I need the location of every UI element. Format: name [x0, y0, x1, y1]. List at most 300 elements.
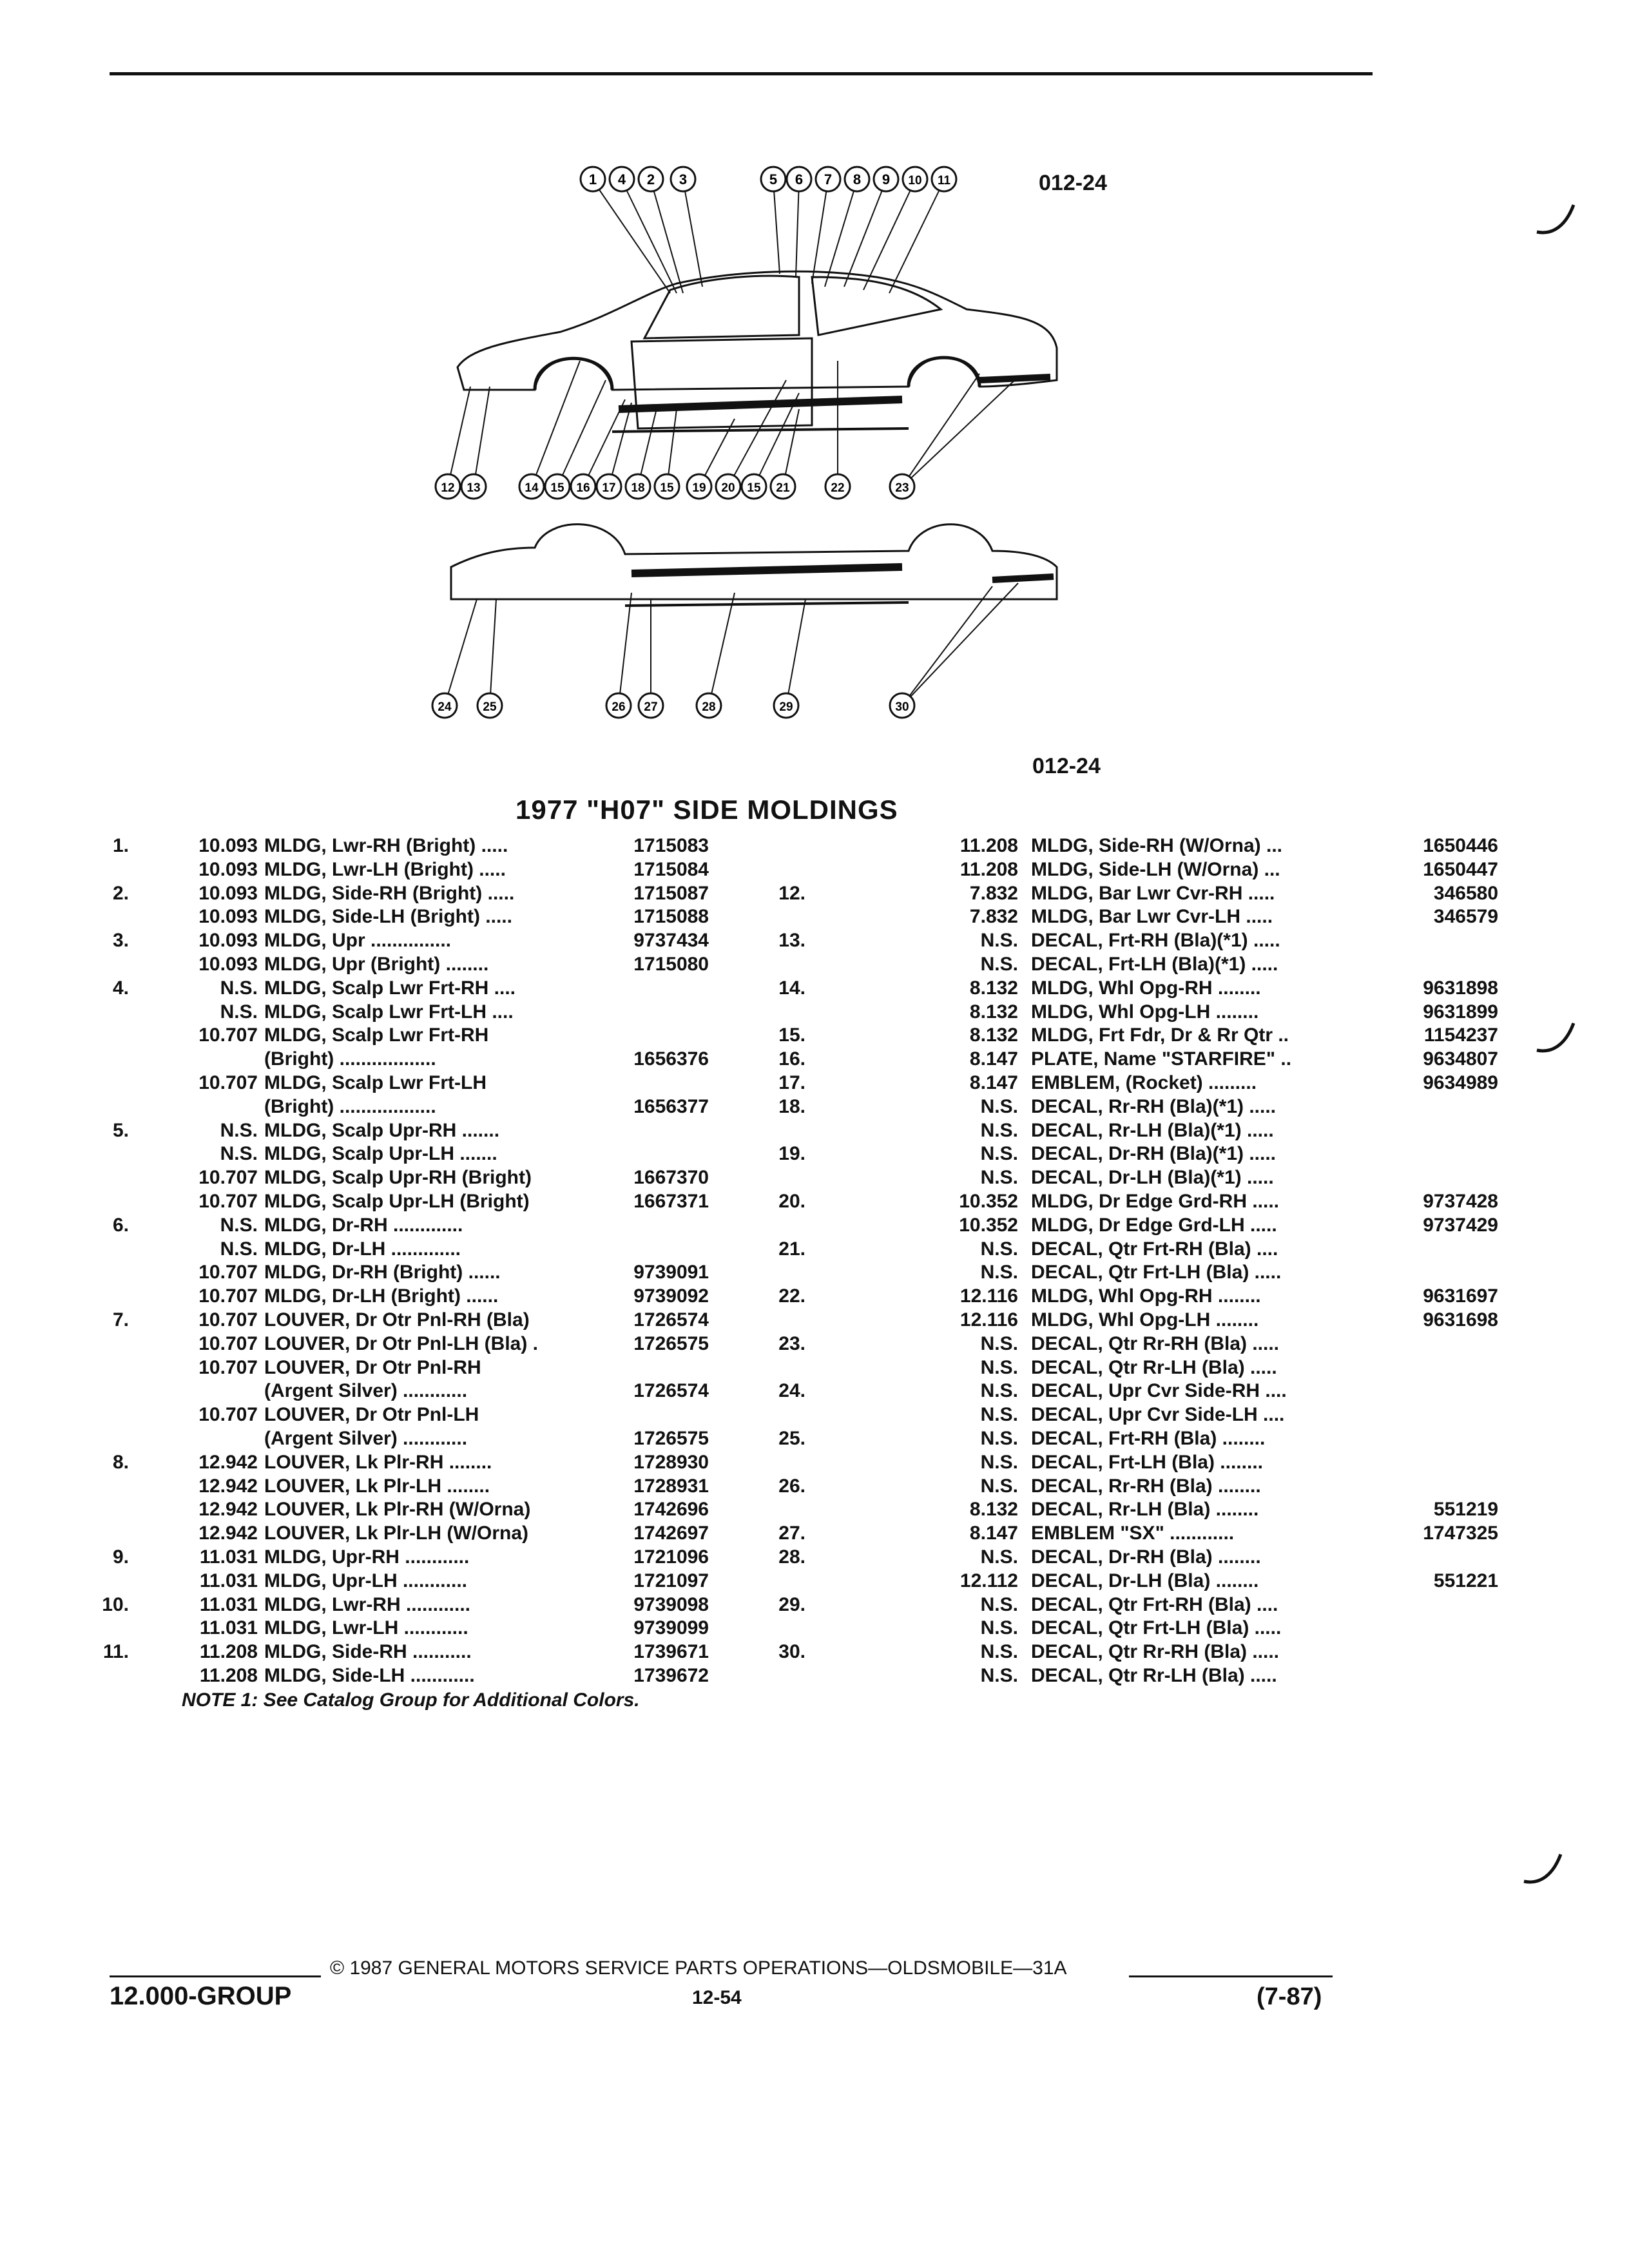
parts-row [97, 1214, 709, 1238]
parts-row [97, 1142, 709, 1166]
parts-row [760, 1498, 1498, 1522]
parts-row [97, 905, 709, 929]
figure-code-top: 012-24 [1039, 171, 1107, 195]
part-description: (Bright) .................. [264, 1095, 436, 1117]
item-number: 17. [778, 1072, 805, 1093]
parts-row [97, 1522, 709, 1546]
part-description: MLDG, Scalp Upr-RH (Bright) [264, 1167, 532, 1189]
callout-4 [610, 167, 634, 191]
parts-row [97, 1475, 709, 1499]
part-description: MLDG, Lwr-LH ............ [264, 1617, 468, 1639]
part-description: DECAL, Frt-LH (Bla)(*1) ..... [1031, 953, 1278, 975]
parts-row [760, 1142, 1379, 1166]
catalog-code: 12.942 [198, 1451, 258, 1473]
part-description: DECAL, Upr Cvr Side-RH .... [1031, 1380, 1287, 1402]
callout-20 [716, 474, 740, 499]
item-number: 2. [112, 882, 129, 904]
item-number: 16. [778, 1048, 805, 1070]
item-number: 21. [778, 1238, 805, 1260]
svg-text:5: 5 [769, 171, 778, 187]
catalog-code: 10.093 [198, 953, 258, 975]
svg-text:23: 23 [895, 481, 909, 495]
part-number: 9739098 [633, 1593, 709, 1615]
part-description: MLDG, Lwr-RH (Bright) ..... [264, 835, 508, 856]
part-description: MLDG, Scalp Lwr Frt-RH [264, 1024, 489, 1046]
part-description: MLDG, Side-LH ............ [264, 1664, 475, 1686]
parts-row [97, 1332, 709, 1356]
callouts-bottom [432, 693, 914, 718]
item-number: 7. [112, 1309, 129, 1331]
parts-row [760, 905, 1498, 929]
parts-row [760, 1640, 1379, 1664]
part-number: 1728930 [633, 1451, 709, 1473]
part-number: 1715080 [633, 953, 709, 975]
callout-15 [545, 474, 570, 499]
catalog-code: 11.031 [199, 1570, 258, 1591]
part-description: DECAL, Qtr Frt-RH (Bla) .... [1031, 1238, 1278, 1260]
svg-text:18: 18 [631, 481, 645, 495]
part-number: 1715083 [633, 835, 709, 856]
part-number: 551219 [1433, 1499, 1498, 1521]
catalog-code: 11.208 [199, 1641, 258, 1663]
item-number: 14. [778, 977, 805, 999]
parts-row [760, 953, 1379, 977]
parts-row [760, 1214, 1498, 1238]
footer-rule-right [1129, 1975, 1333, 1977]
catalog-code: N.S. [980, 1451, 1018, 1473]
catalog-code: 12.942 [198, 1499, 258, 1521]
part-description: MLDG, Bar Lwr Cvr-LH ..... [1031, 906, 1273, 928]
callout-18 [626, 474, 650, 499]
item-number: 4. [112, 977, 129, 999]
part-description: MLDG, Scalp Upr-LH ....... [264, 1143, 497, 1165]
revision-date: (7-87) [1257, 1983, 1322, 2010]
catalog-code: 10.707 [198, 1285, 258, 1307]
part-number: 9631697 [1423, 1285, 1498, 1307]
svg-text:22: 22 [831, 481, 845, 495]
catalog-code: 10.707 [198, 1404, 258, 1426]
callout-6 [787, 167, 811, 191]
part-number: 1726575 [633, 1332, 709, 1354]
callout-25 [477, 693, 502, 718]
part-number: 1739672 [633, 1664, 709, 1686]
svg-text:24: 24 [438, 700, 452, 714]
parts-list-right [760, 834, 1498, 1688]
footnote: NOTE 1: See Catalog Group for Additional Colors. [182, 1689, 640, 1711]
svg-text:1: 1 [588, 171, 597, 187]
car-lower-view [451, 524, 1057, 606]
part-description: LOUVER, Dr Otr Pnl-RH (Bla) [264, 1309, 530, 1331]
parts-row [97, 1498, 709, 1522]
parts-row [760, 1546, 1379, 1570]
item-number: 26. [778, 1475, 805, 1497]
part-description: MLDG, Dr-RH (Bright) ...... [264, 1262, 501, 1283]
parts-row [97, 1309, 709, 1332]
item-number: 20. [778, 1190, 805, 1212]
parts-row [97, 929, 709, 953]
part-description: MLDG, Bar Lwr Cvr-RH ..... [1031, 882, 1275, 904]
catalog-code: N.S. [980, 1167, 1018, 1189]
catalog-code: 11.031 [199, 1546, 258, 1568]
callout-11 [932, 167, 956, 191]
top-rule [110, 72, 1373, 75]
catalog-code: N.S. [220, 1143, 258, 1165]
callout-1 [581, 167, 605, 191]
callout-9 [874, 167, 898, 191]
svg-text:28: 28 [702, 700, 716, 714]
parts-row [97, 1379, 709, 1403]
callout-24 [432, 693, 457, 718]
parts-row [760, 929, 1379, 953]
item-number: 10. [102, 1593, 129, 1615]
parts-row [97, 1427, 709, 1451]
item-number: 24. [778, 1380, 805, 1402]
parts-row [760, 1617, 1379, 1640]
callout-3 [671, 167, 695, 191]
parts-row [97, 1356, 709, 1380]
parts-row [760, 834, 1498, 858]
part-description: LOUVER, Dr Otr Pnl-RH [264, 1356, 481, 1378]
catalog-code: 10.707 [198, 1262, 258, 1283]
part-number: 1667370 [633, 1167, 709, 1189]
part-description: (Argent Silver) ............ [264, 1427, 468, 1449]
part-description: MLDG, Upr (Bright) ........ [264, 953, 489, 975]
catalog-code: 10.352 [959, 1190, 1018, 1212]
part-description: DECAL, Frt-RH (Bla) ........ [1031, 1427, 1266, 1449]
parts-row [760, 1238, 1379, 1262]
parts-row [97, 1451, 709, 1475]
part-description: MLDG, Upr-RH ............ [264, 1546, 470, 1568]
catalog-code: N.S. [980, 1262, 1018, 1283]
svg-text:29: 29 [779, 700, 793, 714]
part-description: DECAL, Qtr Frt-RH (Bla) .... [1031, 1593, 1278, 1615]
binder-mark [1534, 200, 1579, 238]
catalog-code: N.S. [220, 977, 258, 999]
svg-text:8: 8 [853, 171, 862, 187]
part-number: 9631698 [1423, 1309, 1498, 1331]
part-number: 1154237 [1423, 1024, 1498, 1046]
group-label: 12.000-GROUP [110, 1982, 292, 2010]
part-number: 1726574 [633, 1380, 709, 1402]
part-description: MLDG, Upr ............... [264, 930, 452, 952]
parts-row [760, 1048, 1498, 1072]
catalog-code: 10.093 [198, 906, 258, 928]
catalog-code: 10.707 [198, 1356, 258, 1378]
parts-row [97, 1570, 709, 1593]
item-number: 23. [778, 1332, 805, 1354]
part-description: LOUVER, Dr Otr Pnl-LH [264, 1404, 479, 1426]
parts-row [97, 858, 709, 882]
svg-text:9: 9 [882, 171, 891, 187]
parts-row [97, 1072, 709, 1095]
part-description: LOUVER, Lk Plr-RH ........ [264, 1451, 492, 1473]
part-description: MLDG, Whl Opg-RH ........ [1031, 977, 1261, 999]
item-number: 8. [112, 1451, 129, 1473]
part-number: 9739092 [633, 1285, 709, 1307]
part-description: DECAL, Dr-LH (Bla)(*1) ..... [1031, 1167, 1274, 1189]
part-description: DECAL, Dr-RH (Bla) ........ [1031, 1546, 1261, 1568]
svg-text:15: 15 [747, 481, 761, 495]
catalog-code: 12.942 [198, 1475, 258, 1497]
car-side-view [458, 271, 1057, 432]
part-description: MLDG, Dr Edge Grd-LH ..... [1031, 1214, 1277, 1236]
parts-row [97, 1261, 709, 1285]
parts-row [97, 834, 709, 858]
catalog-code: 12.112 [959, 1570, 1018, 1591]
page-number: 12-54 [692, 1987, 742, 2008]
part-description: MLDG, Dr-LH ............. [264, 1238, 461, 1260]
callout-19 [687, 474, 711, 499]
svg-text:27: 27 [644, 700, 658, 714]
svg-text:14: 14 [525, 481, 539, 495]
part-number: 1715087 [633, 882, 709, 904]
parts-row [760, 1001, 1498, 1024]
item-number: 12. [778, 882, 805, 904]
catalog-code: N.S. [980, 1143, 1018, 1165]
part-description: MLDG, Whl Opg-RH ........ [1031, 1285, 1261, 1307]
svg-text:30: 30 [895, 700, 909, 714]
item-number: 27. [778, 1523, 805, 1544]
part-description: (Bright) .................. [264, 1048, 436, 1070]
part-number: 1650446 [1423, 835, 1498, 856]
catalog-code: N.S. [980, 1664, 1018, 1686]
catalog-code: 8.147 [969, 1072, 1018, 1093]
part-description: LOUVER, Dr Otr Pnl-LH (Bla) . [264, 1332, 539, 1354]
part-description: MLDG, Dr-LH (Bright) ...... [264, 1285, 499, 1307]
svg-text:15: 15 [550, 481, 564, 495]
part-description: DECAL, Qtr Rr-LH (Bla) ..... [1031, 1664, 1277, 1686]
parts-diagram [400, 155, 1160, 735]
part-number: 1728931 [633, 1475, 709, 1497]
parts-row [97, 1119, 709, 1143]
parts-row [97, 1166, 709, 1190]
parts-row [760, 1166, 1379, 1190]
catalog-code: N.S. [220, 1238, 258, 1260]
svg-text:19: 19 [692, 481, 706, 495]
parts-row [97, 953, 709, 977]
catalog-code: 7.832 [969, 882, 1018, 904]
parts-row [760, 1024, 1498, 1048]
parts-row [760, 1403, 1379, 1427]
parts-row [760, 1475, 1379, 1499]
catalog-code: N.S. [980, 1332, 1018, 1354]
part-description: MLDG, Frt Fdr, Dr & Rr Qtr .. [1031, 1024, 1289, 1046]
callout-30 [890, 693, 914, 718]
part-number: 9737434 [633, 930, 709, 952]
copyright: © 1987 GENERAL MOTORS SERVICE PARTS OPERATIONS—OLDSMOBILE—31A [330, 1957, 1067, 1979]
item-number: 22. [778, 1285, 805, 1307]
part-description: DECAL, Qtr Rr-RH (Bla) ..... [1031, 1641, 1280, 1663]
part-description: MLDG, Side-RH (W/Orna) ... [1031, 835, 1282, 856]
catalog-code: 10.093 [198, 835, 258, 856]
catalog-code: N.S. [980, 1095, 1018, 1117]
part-description: EMBLEM "SX" ............ [1031, 1523, 1235, 1544]
part-number: 1650447 [1423, 858, 1498, 880]
catalog-code: 8.147 [969, 1523, 1018, 1544]
catalog-code: 11.208 [959, 835, 1018, 856]
part-description: MLDG, Lwr-LH (Bright) ..... [264, 858, 506, 880]
parts-list-left [97, 834, 709, 1688]
parts-row [760, 1427, 1379, 1451]
parts-row [760, 1285, 1498, 1309]
catalog-code: 10.707 [198, 1072, 258, 1093]
callout-13 [461, 474, 486, 499]
parts-row [760, 1072, 1498, 1095]
part-number: 1715084 [633, 858, 709, 880]
callout-23 [890, 474, 914, 499]
part-description: PLATE, Name "STARFIRE" .. [1031, 1048, 1292, 1070]
part-description: DECAL, Rr-RH (Bla)(*1) ..... [1031, 1095, 1277, 1117]
part-description: DECAL, Qtr Frt-LH (Bla) ..... [1031, 1262, 1282, 1283]
parts-row [97, 1095, 709, 1119]
svg-text:10: 10 [908, 174, 922, 187]
part-description: MLDG, Dr-RH ............. [264, 1214, 463, 1236]
parts-row [760, 977, 1498, 1001]
parts-row [760, 1095, 1379, 1119]
parts-row [97, 1190, 709, 1214]
parts-row [97, 1593, 709, 1617]
catalog-code: N.S. [980, 1546, 1018, 1568]
item-number: 29. [778, 1593, 805, 1615]
parts-row [760, 1190, 1498, 1214]
callout-12 [436, 474, 460, 499]
part-number: 1747325 [1423, 1523, 1498, 1544]
callouts-top [581, 167, 956, 191]
catalog-code: 11.208 [959, 858, 1018, 880]
parts-row [97, 1640, 709, 1664]
catalog-code: 11.031 [199, 1617, 258, 1639]
callout-28 [697, 693, 721, 718]
catalog-code: 10.707 [198, 1167, 258, 1189]
callout-15 [742, 474, 766, 499]
part-description: MLDG, Scalp Upr-RH ....... [264, 1119, 500, 1141]
catalog-code: 10.707 [198, 1190, 258, 1212]
svg-text:17: 17 [602, 481, 616, 495]
catalog-code: 12.116 [959, 1309, 1018, 1331]
binder-mark [1534, 1018, 1579, 1057]
callout-2 [639, 167, 663, 191]
part-number: 346580 [1433, 882, 1498, 904]
part-description: DECAL, Qtr Rr-RH (Bla) ..... [1031, 1332, 1280, 1354]
catalog-code: N.S. [980, 1593, 1018, 1615]
callout-5 [761, 167, 786, 191]
parts-row [97, 1024, 709, 1048]
part-description: DECAL, Frt-RH (Bla)(*1) ..... [1031, 930, 1280, 952]
catalog-code: 10.707 [198, 1332, 258, 1354]
callout-27 [639, 693, 663, 718]
part-description: MLDG, Lwr-RH ............ [264, 1593, 470, 1615]
catalog-code: N.S. [220, 1119, 258, 1141]
part-number: 9631898 [1423, 977, 1498, 999]
catalog-code: 8.132 [969, 1001, 1018, 1023]
catalog-code: N.S. [220, 1001, 258, 1023]
parts-row [97, 882, 709, 906]
binder-mark [1521, 1849, 1566, 1888]
part-description: MLDG, Side-RH ........... [264, 1641, 472, 1663]
parts-row [760, 1309, 1498, 1332]
callout-17 [597, 474, 621, 499]
part-number: 9737429 [1423, 1214, 1498, 1236]
part-description: DECAL, Qtr Rr-LH (Bla) ..... [1031, 1356, 1277, 1378]
callout-15 [655, 474, 679, 499]
part-description: DECAL, Dr-LH (Bla) ........ [1031, 1570, 1259, 1591]
catalog-code: 12.942 [198, 1523, 258, 1544]
parts-row [97, 1403, 709, 1427]
part-number: 1715088 [633, 906, 709, 928]
part-number: 346579 [1433, 906, 1498, 928]
footer-rule-left [110, 1975, 321, 1977]
parts-row [97, 977, 709, 1001]
part-description: LOUVER, Lk Plr-LH ........ [264, 1475, 490, 1497]
svg-text:4: 4 [617, 171, 626, 187]
part-description: DECAL, Upr Cvr Side-LH .... [1031, 1404, 1285, 1426]
item-number: 9. [112, 1546, 129, 1568]
part-number: 1742696 [633, 1499, 709, 1521]
part-description: DECAL, Rr-LH (Bla)(*1) ..... [1031, 1119, 1274, 1141]
part-description: MLDG, Whl Opg-LH ........ [1031, 1309, 1259, 1331]
item-number: 30. [778, 1641, 805, 1663]
item-number: 3. [112, 930, 129, 952]
part-description: DECAL, Dr-RH (Bla)(*1) ..... [1031, 1143, 1277, 1165]
catalog-code: N.S. [980, 930, 1018, 952]
parts-row [760, 1451, 1379, 1475]
item-number: 25. [778, 1427, 805, 1449]
item-number: 15. [778, 1024, 805, 1046]
part-description: (Argent Silver) ............ [264, 1380, 468, 1402]
parts-row [97, 1546, 709, 1570]
part-description: MLDG, Side-LH (Bright) ..... [264, 906, 512, 928]
catalog-code: N.S. [980, 1427, 1018, 1449]
parts-row [760, 1261, 1379, 1285]
part-number: 551221 [1433, 1570, 1498, 1591]
parts-row [760, 1379, 1379, 1403]
part-number: 1656377 [633, 1095, 709, 1117]
item-number: 11. [102, 1641, 129, 1663]
svg-text:16: 16 [576, 481, 590, 495]
part-description: DECAL, Rr-RH (Bla) ........ [1031, 1475, 1261, 1497]
parts-row [760, 858, 1498, 882]
catalog-code: N.S. [980, 1617, 1018, 1639]
catalog-code: 8.132 [969, 1024, 1018, 1046]
part-description: MLDG, Scalp Lwr Frt-LH .... [264, 1001, 514, 1023]
callout-7 [816, 167, 840, 191]
callout-26 [606, 693, 631, 718]
part-number: 9737428 [1423, 1190, 1498, 1212]
catalog-code: N.S. [980, 1380, 1018, 1402]
item-number: 1. [112, 835, 129, 856]
callout-10 [903, 167, 927, 191]
part-description: LOUVER, Lk Plr-LH (W/Orna) [264, 1523, 529, 1544]
parts-row [97, 1048, 709, 1072]
item-number: 28. [778, 1546, 805, 1568]
part-description: MLDG, Side-LH (W/Orna) ... [1031, 858, 1280, 880]
parts-row [760, 1356, 1379, 1380]
catalog-code: 10.093 [198, 858, 258, 880]
catalog-code: 10.093 [198, 882, 258, 904]
callouts-lower [436, 474, 914, 499]
figure-code-bottom: 012-24 [1032, 754, 1101, 778]
part-description: MLDG, Scalp Lwr Frt-LH [264, 1072, 487, 1093]
catalog-code: 10.352 [959, 1214, 1018, 1236]
part-number: 1739671 [633, 1641, 709, 1663]
item-number: 18. [778, 1095, 805, 1117]
catalog-code: 10.707 [198, 1309, 258, 1331]
catalog-code: 11.031 [199, 1593, 258, 1615]
svg-text:12: 12 [441, 481, 455, 495]
catalog-code: 10.707 [198, 1024, 258, 1046]
parts-row [760, 882, 1498, 906]
parts-row [97, 1238, 709, 1262]
